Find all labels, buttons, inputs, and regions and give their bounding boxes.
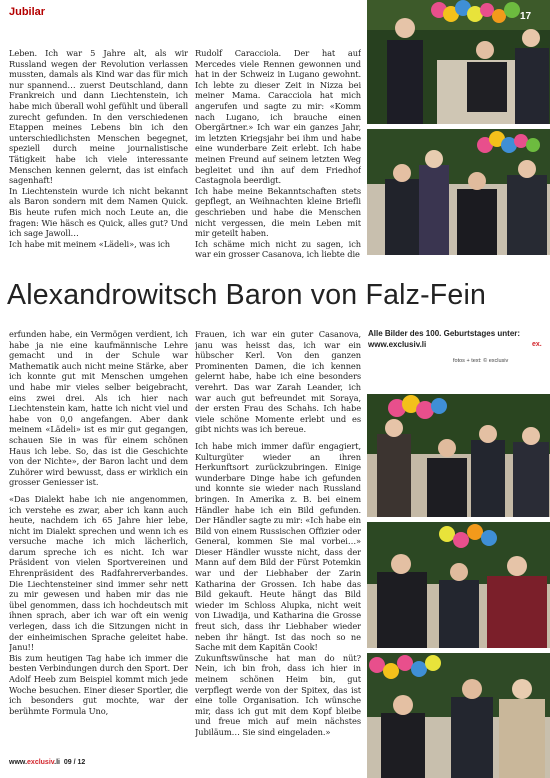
photo-celebration-3 <box>367 394 550 517</box>
top-column-1 <box>9 48 188 264</box>
top-column-2 <box>195 48 361 264</box>
photo-celebration-5 <box>367 653 550 778</box>
paragraph: Rudolf Caracciola. Der hat auf Mercedes viele Rennen gewonnen und hat in der Schweiz in Lugano gewohnt. Ich lebte zu dieser Zeit in Nizza bei meiner Mama. Caracciola hat mich angerufen und sagte zu mir: «Komm nach Lugano, ich brauche einen Obergärtner.» Ich war ein ganzes Jahr, im letzten Kriegsjahr bei ihm und habe eine wunderbare Zeit erlebt. Ich habe meinen Freund auf seinem letzten Weg begleitet und ihn auf dem Friedhof Castagnola beerdigt. <box>195 48 361 186</box>
bottom-column-1 <box>9 329 188 747</box>
paragraph: Ich habe mit meinem «Lädeli», was ich <box>9 238 171 249</box>
photo-celebration-2 <box>367 129 550 255</box>
photo-credit: fotos + text: © exclusiv <box>453 358 509 364</box>
footer-issue: 09 / 12 <box>63 759 86 766</box>
paragraph: Bis zum heutigen Tag habe ich immer die besten Verbindungen durch den Sport. Der Adolf Heeb zum Beispiel kommt mich jede Woche besuchen. Einer dieser Sportler, die ich besonders gut mochte, war der berühmte Formula Uno, <box>9 652 188 716</box>
paragraph: Ich schäme mich nicht zu sagen, ich war ein grosser Casanova, ich liebte die <box>195 238 361 260</box>
paragraph: Leben. Ich war 5 Jahre alt, als wir Russland wegen der Revolution verlassen mussten, damals als Kind war das für mich nur spannend… zuerst Deutschland, dann Frankreich und dann Liechtenstein, ich habe mich überall wohl gefühlt und überall zurecht gefunden. In den verschiedenen Etappen meines Lebens bin ich den unterschiedlichsten Menschen begegnet, speziell durch meine journalistische Tätigkeit habe ich viele interessante Menschen kennen gelernt, das ist einfach sagenhaft! <box>9 48 188 186</box>
article-headline: Alexandrowitsch Baron von Falz-Fein <box>7 279 487 311</box>
paragraph: Ich habe meine Bekanntschaften stets gepflegt, an Weihnachten kleine Briefli geschrieben und habe die Menschen nicht vergessen, die mein Leben mit mir geteilt haben. <box>195 185 361 239</box>
paragraph: Zukunftswünsche hat man do nüt? Nein, ich bin froh, dass ich hier in meinem schönen Heim bin, gut verpflegt werde von der Spitex, das ist eine tolle Organisation. Ich wünsche mir, dass ich gut mit dem Kopf bleibe und freue mich auf mein nächstes Jubiläum… Sie sind eingeladen.» <box>195 652 361 737</box>
page-number: 17 <box>520 11 532 22</box>
footer-site-prefix: www. <box>9 759 28 766</box>
section-label: Jubilar <box>9 6 46 18</box>
brand-logo: ex. <box>532 341 542 348</box>
gallery-link[interactable]: www.exclusiv.li <box>368 340 427 349</box>
paragraph: Ich habe mich immer dafür engagiert, Kulturgüter wieder an ihren Herkunftsort zurückzubringen. Einige wunderbare Dinge habe ich gefunden und konnte sie wieder nach Russland bringen. In Amerika z. B. bei einem Händler habe ich ein Bild gefunden. Der Händler sagte zu mir: «Ich habe ein Bild von einem Russischen Offizier oder General, kommen Sie mal vorbei…» Dieser Händler wusste nicht, dass der Mann auf dem Bild der Fürst Potemkin war und der Liebhaber der Zarin Katharina der Grossen. Ich habe das Bild gekauft. Heute hängt das Bild wieder im Schloss Alupka, nicht weit von Liwadija, und Katharina die Grosse freut sich, dass ihr Liebhaber wieder neben ihr hängt. Ist das noch so ne Sache mit dem Kapitän Cook! <box>195 440 361 653</box>
bottom-column-2 <box>195 329 361 747</box>
footer <box>9 759 85 766</box>
footer-site-brand: exclusiv <box>27 759 55 766</box>
paragraph: «Das Dialekt habe ich nie angenommen, ich verstehe es zwar, aber ich kann auch heute, nachdem ich 65 Jahre hier lebe, nicht im Dialekt sprechen und wenn ich es versuche mache ich mich lächerlich, darum spreche ich es nicht. Ich war Präsident von vielen Sportvereinen und Ehrenpräsident des Radfahrerverbandes. Die Liechtensteiner sind immer sehr nett zu mir gewesen und haben mir das nie übel genommen, dass ich hochdeutsch mit ihnen sprach, aber ich war oft ein wenig verlegen, dass ich die Sitzungen nicht in der einheimischen Sprache geleitet habe. Janu!! <box>9 493 188 653</box>
paragraph: Frauen, ich war ein guter Casanova, janu was heisst das, ich war ein hübscher Kerl. Von den ganzen Prominenten Damen, die ich kennen gelernt habe, habe ich eine besonders verehrt. Das war Zarah Leander, ich war auch gut befreundet mit Soraya, der ersten Frau des Schahs. Ich habe viele schöne Momente erlebt und es gibt nichts was ich bereue. <box>195 329 361 435</box>
paragraph: erfunden habe, ein Vermögen verdient, ich habe ja nie eine kaufmännische Lehre gemacht und in der Schule war Mathematik auch nicht meine Stärke, aber ich konnte gut mit Menschen umgehen und habe mir vieles selber beigebracht, eins zwei drei. Als ich hier nach Liechtenstein kam, hatte ich nicht viel und habe von 0,0 angefangen. Aber dank meinem «Lädeli» ist es mir gut gegangen, schauen Sie in was für einem schönen Haus ich lebe. So, das ist die Geschichte von der Nichte», der Baron lacht und dem Zuhörer wird bewusst, dass er wirklich ein grosser Geniesser ist. <box>9 329 188 488</box>
footer-site-suffix: .li <box>54 759 60 766</box>
paragraph: In Liechtenstein wurde ich nicht bekannt als Baron sondern mit dem Namen Quick. Bis heute rufen mich noch Leute an, die fragen: Wie häsch es Quick, alles gut? Und ich sage Jawoll… <box>9 185 188 239</box>
photo-celebration-4 <box>367 522 550 648</box>
gallery-credit: Alle Bilder des 100. Geburtstages unter: <box>368 329 521 338</box>
